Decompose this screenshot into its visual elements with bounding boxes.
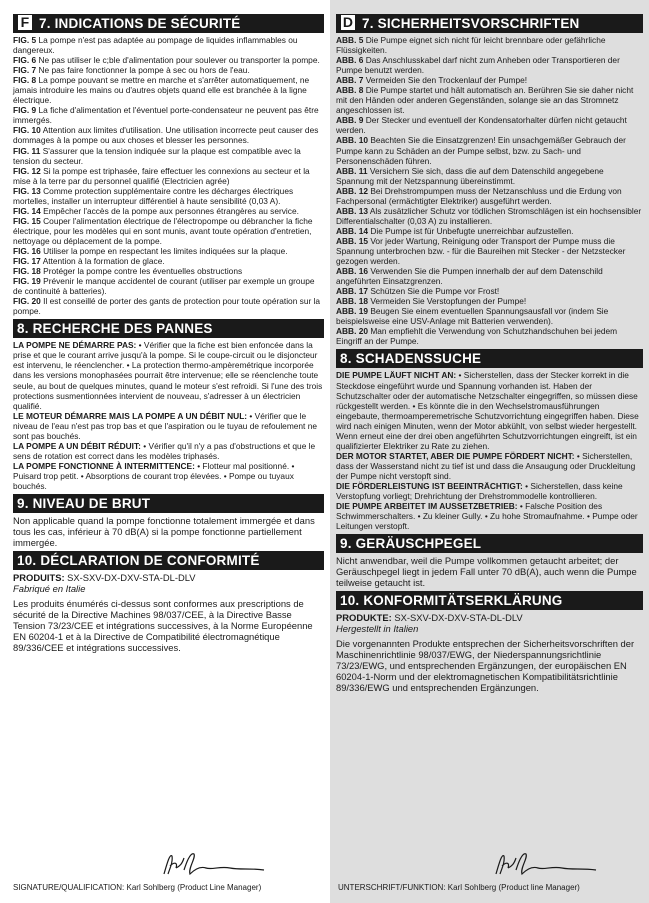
trouble-fr-label: LA POMPE NE DÉMARRE PAS:: [13, 340, 137, 351]
safety-de-text: Der Stecker und eventuell der Kondensatorhalter dürfen nicht getaucht werden.: [336, 115, 627, 136]
safety-de-label: ABB. 15: [336, 235, 368, 246]
safety-fr-item: [13, 256, 324, 266]
safety-de-item: [336, 85, 643, 115]
safety-fr-label: FIG. 20: [13, 296, 41, 307]
safety-fr-text: La pompe n'est pas adaptée au pompage de liquides inflammables ou dangereux.: [13, 35, 298, 56]
safety-fr-label: FIG. 5: [13, 35, 37, 45]
safety-de-item: [336, 296, 643, 306]
trouble-fr-item: [13, 461, 324, 491]
safety-de-text: Das Anschlusskabel darf nicht zum Anheben oder Transportieren der Pumpe benutzt werden.: [336, 55, 620, 76]
safety-de-text: Man empfiehlt die Verwendung von Schutzhandschuhen bei jedem Eingriff an der Pumpe.: [336, 326, 618, 347]
section-9-title-fr: 9. NIVEAU DE BRUT: [17, 496, 151, 512]
safety-fr-item: [13, 186, 324, 206]
safety-de-item: [336, 75, 643, 85]
safety-de-item: [336, 186, 643, 206]
safety-de-text: Die Pumpe ist für Unbefugte unerreichbar aufzustellen.: [370, 225, 574, 236]
safety-fr-label: FIG. 12: [13, 165, 41, 176]
german-column: [336, 14, 643, 696]
trouble-fr-text: • Flotteur mal positionné. • Puisard trop petit. • Absorptions de courant trop élevées. • Pompe ou tuyaux bouchés.: [13, 460, 295, 491]
section-8-title-de: 8. SCHADENSSUCHE: [340, 351, 482, 367]
safety-fr-item: [13, 35, 324, 55]
trouble-fr-text: • Vérifier qu'il n'y a pas d'obstructions et que le sens de rotation est correct dans les modèles triphasés.: [13, 440, 316, 461]
safety-fr-item: [13, 206, 324, 216]
trouble-fr-label: LA POMPE FONCTIONNE À INTERMITTENCE:: [13, 460, 195, 471]
signature-image-fr: [160, 848, 270, 880]
safety-fr-item: [13, 166, 324, 186]
trouble-fr-item: [13, 340, 324, 410]
products-label-fr: PRODUITS:: [13, 572, 65, 584]
safety-fr-text: Attention aux limites d'utilisation. Une utilisation incorrecte peut causer des dommages à la pompe ou aux choses et blesser les personnes.: [13, 125, 319, 146]
safety-de-text: Vermeiden Sie den Trockenlauf der Pumpe!: [365, 75, 528, 86]
safety-fr-text: Ne pas utiliser le c;ble d'alimentation pour soulever ou transporter la pompe.: [38, 55, 320, 66]
signature-line-fr: SIGNATURE/QUALIFICATION: Karl Sohlberg (Product Line Manager): [13, 883, 262, 892]
safety-fr-label: FIG. 18: [13, 266, 41, 277]
section-10-title-de: 10. KONFORMITÄTSERKLÄRUNG: [340, 593, 563, 609]
safety-fr-text: Couper l'alimentation électrique de l'électropompe ou débrancher la fiche électrique, pour les modèles qui en sont munis, avant toute opération d'entretien, nettoyage ou déplacement de la pompe.: [13, 215, 313, 246]
safety-fr-label: FIG. 13: [13, 185, 41, 196]
trouble-de-text: • Sicherstellen, dass keine Verstopfung vorliegt; Drehrichtung der Drehstrommodelle kontrollieren.: [336, 480, 623, 502]
safety-de-label: ABB. 7: [336, 75, 364, 86]
safety-de-label: ABB. 18: [336, 296, 368, 307]
trouble-de-label: DER MOTOR STARTET, ABER DIE PUMPE FÖRDERT NICHT:: [336, 450, 575, 461]
safety-de-item: [336, 226, 643, 236]
safety-de-item: [336, 35, 643, 55]
trouble-fr-label: LA POMPE A UN DÉBIT RÉDUIT:: [13, 440, 141, 451]
safety-fr-text: Si la pompe est triphasée, faire effectuer les connexions au secteur et la mise à la terre par du personnel qualifié (Electricien agrée): [13, 165, 310, 186]
safety-de-label: ABB. 9: [336, 115, 364, 126]
safety-fr-label: FIG. 11: [13, 145, 41, 156]
section-7-header-de: [336, 14, 643, 33]
section-10-title-fr: 10. DÉCLARATION DE CONFORMITÉ: [17, 553, 260, 569]
language-badge-fr: F: [17, 14, 33, 31]
safety-fr-label: FIG. 7: [13, 65, 37, 76]
safety-fr-label: FIG. 19: [13, 276, 41, 287]
safety-de-label: ABB. 6: [336, 55, 364, 66]
trouble-fr-label: LE MOTEUR DÉMARRE MAIS LA POMPE A UN DÉBIT NUL:: [13, 410, 248, 421]
safety-fr-item: [13, 125, 324, 145]
section-9-header-fr: [13, 494, 324, 513]
trouble-de-item: [336, 501, 643, 531]
section-8-header-de: [336, 349, 643, 368]
safety-fr-item: [13, 55, 324, 65]
safety-fr-label: FIG. 16: [13, 245, 41, 256]
safety-fr-text: Empêcher l'accès de la pompe aux personnes étrangères au service.: [43, 205, 299, 216]
section-10-header-de: [336, 591, 643, 610]
safety-fr-text: Comme protection supplémentaire contre les décharges électriques mortelles, installer un interrupteur différentiel à haute sensibilité (0,03 A).: [13, 185, 294, 206]
conformity-paragraph-fr: Les produits énumérés ci-dessus sont conformes aux prescriptions de sécurité de la Directive Machines 98/037/CEE, à la Directive Basse Tension 73/23/CEE et intégrations successives, à la Norme Européenne EN 60204-1 et à la Directive de Compatibilité électromagnétique 89/336/CEE et intégrations successives.: [13, 598, 313, 654]
safety-fr-label: FIG. 14: [13, 205, 41, 216]
troubleshooting-list-fr: [13, 340, 324, 491]
signature-line-de: UNTERSCHRIFT/FUNKTION: Karl Sohlberg (Product line Manager): [338, 883, 580, 892]
safety-de-text: Die Pumpe startet und hält automatisch an. Berühren Sie sie daher nicht mit den Händen oder anderen Gegenständen, solange sie an das Stromnetz angeschlossen ist.: [336, 85, 634, 116]
safety-fr-item: [13, 246, 324, 256]
section-8-title-fr: 8. RECHERCHE DES PANNES: [17, 321, 213, 337]
trouble-de-text: • Falsche Position des Schwimmerschalters. • Zu kleiner Gully. • Zu hohe Stromaufnahme. • Pumpe oder Leitungen verstopft.: [336, 501, 638, 532]
safety-de-text: Beachten Sie die Einsatzgrenzen! Ein unsachgemäßer Gebrauch der Pumpe kann zu Schäden an der Pumpe selbst, bzw. zu Sach- und Personenschäden führen.: [336, 135, 626, 166]
safety-de-label: ABB. 11: [336, 165, 368, 176]
safety-fr-label: FIG. 9: [13, 105, 37, 116]
origin-de: Hergestellt in Italien: [336, 623, 419, 635]
safety-fr-label: FIG. 10: [13, 125, 41, 136]
trouble-de-text: • Sicherstellen, dass der Stecker korrekt in die Steckdose eingeführt wurde und Spannung vorhanden ist. Haben der Schutzschalter oder der automatische Netzschalter eingegriffen, so müssen diese rückgestellt werden. • Es könnte die in den Wechselstromausführungen eingebaute, thermoamperemetrische Schutzvorrichtung eingegriffen haben. Diese wird nach einigen Minuten, wenn der Motor abkühlt, von selbst wieder hergestellt. Wenn erneut eine der drei oben angeführten Schutzvorrichtungen eingreift, ist ein qualifizierter Elektriker zu Rate zu ziehen.: [336, 370, 639, 451]
safety-de-item: [336, 286, 643, 296]
section-9-title-de: 9. GERÄUSCHPEGEL: [340, 536, 482, 552]
safety-fr-item: [13, 296, 324, 316]
safety-list-de: [336, 35, 643, 346]
trouble-de-item: [336, 370, 643, 450]
products-label-de: PRODUKTE:: [336, 612, 392, 624]
safety-fr-item: [13, 266, 324, 276]
trouble-de-item: [336, 481, 643, 501]
safety-fr-label: FIG. 15: [13, 215, 41, 226]
conformity-text-fr: [13, 572, 324, 653]
products-list-fr: SX-SXV-DX-DXV-STA-DL-DLV: [67, 572, 196, 584]
safety-de-item: [336, 135, 643, 165]
safety-fr-text: Attention à la formation de glace.: [42, 256, 165, 267]
safety-de-label: ABB. 5: [336, 35, 364, 45]
section-7-header-fr: [13, 14, 324, 33]
safety-fr-text: Utiliser la pompe en respectant les limites indiquées sur la plaque.: [43, 245, 288, 256]
safety-de-label: ABB. 12: [336, 185, 368, 196]
safety-fr-label: FIG. 6: [13, 55, 37, 66]
safety-de-item: [336, 115, 643, 135]
trouble-fr-text: • Vérifier que le niveau de l'eau n'est pas trop bas et que l'aspiration ou le tuyau de refoulement ne sont pas bouchés.: [13, 410, 317, 441]
section-7-title-fr: 7. INDICATIONS DE SÉCURITÉ: [39, 16, 241, 31]
section-7-title-de: 7. SICHERHEITSVORSCHRIFTEN: [362, 16, 580, 31]
safety-de-text: Die Pumpe eignet sich nicht für leicht brennbare oder gefährliche Flüssigkeiten.: [336, 35, 606, 56]
section-8-header-fr: [13, 319, 324, 338]
safety-fr-item: [13, 146, 324, 166]
section-9-header-de: [336, 534, 643, 553]
noise-paragraph-de: Nicht anwendbar, weil die Pumpe vollkommen getaucht arbeitet; der Geräuschpegel liegt in jedem Fall unter 70 dB(A), auch wenn die Pumpe teilweise getaucht ist.: [336, 555, 637, 589]
safety-fr-label: FIG. 8: [13, 75, 37, 86]
safety-de-text: Vermeiden Sie Verstopfungen der Pumpe!: [370, 296, 527, 307]
section-10-header-fr: [13, 551, 324, 570]
safety-fr-text: Protéger la pompe contre les éventuelles obstructions: [43, 266, 243, 277]
safety-de-item: [336, 266, 643, 286]
noise-text-de: [336, 555, 643, 588]
noise-text-fr: [13, 515, 324, 548]
safety-de-item: [336, 206, 643, 226]
safety-fr-text: S'assurer que la tension indiquée sur la plaque est compatible avec la tension du secteur.: [13, 145, 301, 166]
safety-de-label: ABB. 17: [336, 286, 368, 297]
safety-de-text: Bei Drehstrompumpen muss der Netzanschluss und die Erdung von Fachpersonal (ermächtigter Elektriker) ausgeführt werden.: [336, 185, 622, 206]
safety-de-label: ABB. 13: [336, 205, 368, 216]
origin-fr: Fabriqué en Italie: [13, 583, 86, 595]
french-column: [13, 14, 324, 656]
safety-de-label: ABB. 16: [336, 266, 368, 277]
safety-de-text: Versichern Sie sich, dass die auf dem Datenschild angegebene Spannung mit der Netzspannung übereinstimmt.: [336, 165, 604, 186]
trouble-de-label: DIE PUMPE ARBEITET IM AUSSETZBETRIEB:: [336, 501, 518, 512]
safety-de-label: ABB. 8: [336, 85, 364, 96]
safety-fr-text: La fiche d'alimentation et l'éventuel porte-condensateur ne peuvent pas être immergés.: [13, 105, 319, 126]
trouble-fr-text: • Vérifier que la fiche est bien enfoncée dans la prise et que le courant arrive jusqu'à la pompe. Si le coupe-circuit ou le disjoncteur est intervenu, le réenclencher. • La protection thermo-ampèremétrique incorporée dans les versions monophasées pourrait être intervenue; elle se réenclenche toute seule, au bout de quelques minutes, quand le moteur s'est refroidi. Si l'une des trois protections susmentionnées intervient de nouveau, s'adresser à un électricien qualifié.: [13, 340, 323, 411]
safety-de-text: Als zusätzlicher Schutz vor tödlichen Stromschlägen ist ein hochsensibler Differentialschalter (0,03 A) zu installieren.: [336, 205, 642, 226]
conformity-text-de: [336, 612, 643, 693]
safety-fr-item: [13, 65, 324, 75]
safety-de-text: Verwenden Sie die Pumpen innerhalb der auf dem Datenschild angeführten Einsatzgrenzen.: [336, 266, 603, 287]
safety-de-label: ABB. 19: [336, 306, 368, 317]
safety-de-item: [336, 166, 643, 186]
safety-de-text: Schützen Sie die Pumpe vor Frost!: [370, 286, 500, 297]
safety-de-label: ABB. 14: [336, 225, 368, 236]
noise-paragraph-fr: Non applicable quand la pompe fonctionne totalement immergée et dans tous les cas, inférieur à 70 dB(A) si la pompe fonctionne partiellement immergée.: [13, 515, 315, 549]
safety-fr-item: [13, 216, 324, 246]
safety-fr-item: [13, 105, 324, 125]
safety-de-label: ABB. 10: [336, 135, 368, 146]
safety-fr-text: Il est conseillé de porter des gants de protection pour toute opération sur la pompe.: [13, 296, 321, 317]
conformity-paragraph-de: Die vorgenannten Produkte entsprechen der Sicherheitsvorschriften der Maschinenrichtlinie 98/037/EWG, der Niederspannungsrichtlinie 73/23/EWG, und entsprechenden Ergänzungen, der europäischen EN 60204-1-Norm und der elektromagnetischen Kompatibilitätsrichtlinie 89/336/EWG und entsprechenden Ergänzungen.: [336, 638, 635, 694]
safety-de-text: Vor jeder Wartung, Reinigung oder Transport der Pumpe muss die Spannung unterbrochen bzw. - für die Baureihen mit Stecker - der Netzstecker gezogen werden.: [336, 235, 626, 267]
safety-de-item: [336, 326, 643, 346]
trouble-fr-item: [13, 411, 324, 441]
trouble-fr-item: [13, 441, 324, 461]
safety-fr-text: Ne pas faire fonctionner la pompe à sec ou hors de l'eau.: [38, 65, 250, 76]
trouble-de-label: DIE FÖRDERLEISTUNG IST BEEINTRÄCHTIGT:: [336, 480, 523, 491]
trouble-de-item: [336, 451, 643, 481]
safety-de-label: ABB. 20: [336, 326, 368, 337]
safety-fr-item: [13, 75, 324, 105]
safety-fr-item: [13, 276, 324, 296]
safety-fr-text: La pompe pouvant se mettre en marche et s'arrêter automatiquement, ne jamais introduire les mains ou d'autres objets quand elle est branchée à la ligne électrique.: [13, 75, 310, 106]
language-badge-de: D: [340, 14, 356, 31]
safety-de-item: [336, 306, 643, 326]
safety-de-item: [336, 55, 643, 75]
trouble-de-label: DIE PUMPE LÄUFT NICHT AN:: [336, 370, 457, 381]
trouble-de-text: • Sicherstellen, dass der Wasserstand nicht zu tief ist und dass die Ansaugung oder Druckleitung der Pumpe nicht verstopft sind.: [336, 450, 636, 481]
safety-fr-text: Prévenir le manque accidentel de courant (utiliser par exemple un groupe de continuité à batteries).: [13, 276, 315, 297]
safety-fr-label: FIG. 17: [13, 256, 41, 267]
safety-de-text: Beugen Sie einem eventuellen Spannungsausfall vor (indem Sie beispielsweise eine USV-Anlage mit Batterien verwenden).: [336, 306, 609, 327]
products-list-de: SX-SXV-DX-DXV-STA-DL-DLV: [394, 612, 523, 624]
signature-image-de: [492, 848, 602, 880]
safety-list-fr: [13, 35, 324, 316]
safety-de-item: [336, 236, 643, 266]
troubleshooting-list-de: [336, 370, 643, 531]
